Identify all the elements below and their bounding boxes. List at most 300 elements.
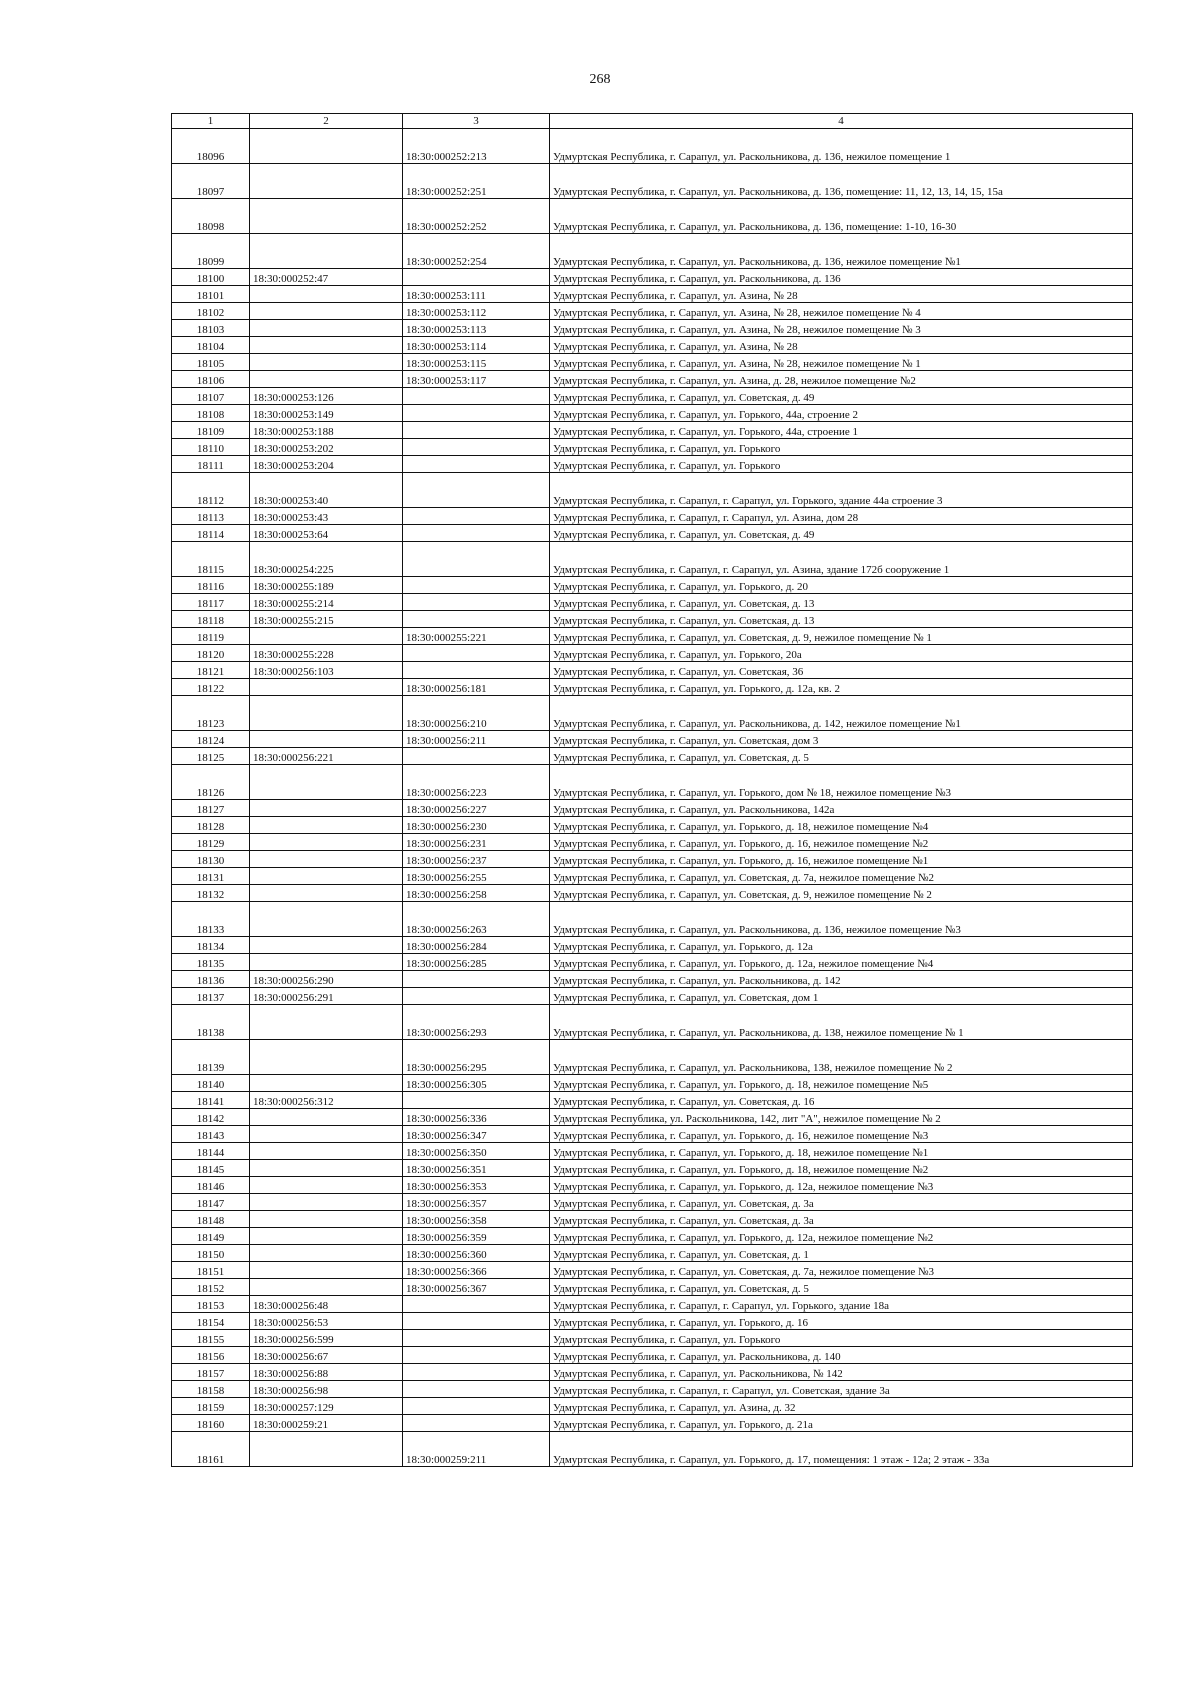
row-number-cell: 18104: [172, 337, 250, 354]
premises-cadastral-cell: [403, 1398, 550, 1415]
cadastral-number-cell: [250, 320, 403, 337]
premises-cadastral-cell: 18:30:000256:284: [403, 937, 550, 954]
address-cell: Удмуртская Республика, г. Сарапул, ул. Раскольникова, д. 142: [550, 971, 1133, 988]
premises-cadastral-cell: [403, 542, 550, 577]
address-cell: Удмуртская Республика, г. Сарапул, ул. Советская, д. 16: [550, 1092, 1133, 1109]
premises-cadastral-cell: 18:30:000252:251: [403, 164, 550, 199]
address-cell: Удмуртская Республика, г. Сарапул, ул. Горького: [550, 1330, 1133, 1347]
row-number-cell: 18106: [172, 371, 250, 388]
address-cell: Удмуртская Республика, г. Сарапул, ул. Раскольникова, 142а: [550, 800, 1133, 817]
cadastral-number-cell: [250, 286, 403, 303]
table-row: [172, 1262, 1133, 1279]
row-number-cell: 18151: [172, 1262, 250, 1279]
cadastral-number-cell: 18:30:000256:48: [250, 1296, 403, 1313]
cadastral-number-cell: [250, 817, 403, 834]
cadastral-number-cell: [250, 1075, 403, 1092]
row-number-cell: 18141: [172, 1092, 250, 1109]
row-number-cell: 18109: [172, 422, 250, 439]
cadastral-number-cell: [250, 834, 403, 851]
premises-cadastral-cell: 18:30:000252:254: [403, 234, 550, 269]
premises-cadastral-cell: [403, 1381, 550, 1398]
address-cell: Удмуртская Республика, г. Сарапул, ул. Горького, 44а, строение 2: [550, 405, 1133, 422]
row-number-cell: 18122: [172, 679, 250, 696]
cadastral-number-cell: 18:30:000253:188: [250, 422, 403, 439]
table-row: [172, 800, 1133, 817]
address-cell: Удмуртская Республика, г. Сарапул, ул. Раскольникова, д. 140: [550, 1347, 1133, 1364]
cadastral-number-cell: [250, 1040, 403, 1075]
address-cell: Удмуртская Республика, г. Сарапул, ул. Горького, д. 18, нежилое помещение №1: [550, 1143, 1133, 1160]
address-cell: Удмуртская Республика, г. Сарапул, ул. Горького, д. 12а, нежилое помещение №2: [550, 1228, 1133, 1245]
column-header: 1: [172, 114, 250, 129]
premises-cadastral-cell: [403, 1092, 550, 1109]
table-row: [172, 542, 1133, 577]
table-row: [172, 765, 1133, 800]
premises-cadastral-cell: [403, 611, 550, 628]
cadastral-number-cell: 18:30:000259:21: [250, 1415, 403, 1432]
row-number-cell: 18103: [172, 320, 250, 337]
premises-cadastral-cell: 18:30:000256:255: [403, 868, 550, 885]
premises-cadastral-cell: 18:30:000256:336: [403, 1109, 550, 1126]
table-row: [172, 902, 1133, 937]
row-number-cell: 18136: [172, 971, 250, 988]
cadastral-number-cell: [250, 937, 403, 954]
address-cell: Удмуртская Республика, г. Сарапул, ул. Раскольникова, д. 136, нежилое помещение №1: [550, 234, 1133, 269]
table-row: [172, 748, 1133, 765]
cadastral-number-cell: [250, 1160, 403, 1177]
row-number-cell: 18138: [172, 1005, 250, 1040]
premises-cadastral-cell: [403, 1347, 550, 1364]
premises-cadastral-cell: 18:30:000255:221: [403, 628, 550, 645]
cadastral-number-cell: [250, 628, 403, 645]
cadastral-number-cell: [250, 164, 403, 199]
row-number-cell: 18115: [172, 542, 250, 577]
address-cell: Удмуртская Республика, г. Сарапул, ул. Раскольникова, д. 138, нежилое помещение № 1: [550, 1005, 1133, 1040]
premises-cadastral-cell: [403, 988, 550, 1005]
cadastral-number-cell: [250, 354, 403, 371]
cadastral-number-cell: 18:30:000256:98: [250, 1381, 403, 1398]
premises-cadastral-cell: [403, 1296, 550, 1313]
address-cell: Удмуртская Республика, г. Сарапул, ул. Раскольникова, 138, нежилое помещение № 2: [550, 1040, 1133, 1075]
row-number-cell: 18145: [172, 1160, 250, 1177]
row-number-cell: 18137: [172, 988, 250, 1005]
premises-cadastral-cell: [403, 748, 550, 765]
table-row: [172, 508, 1133, 525]
table-row: [172, 269, 1133, 286]
cadastral-number-cell: [250, 199, 403, 234]
premises-cadastral-cell: [403, 645, 550, 662]
table-row: [172, 868, 1133, 885]
address-cell: Удмуртская Республика, г. Сарапул, ул. Раскольникова, д. 136, нежилое помещение 1: [550, 129, 1133, 164]
table-row: [172, 1364, 1133, 1381]
premises-cadastral-cell: [403, 508, 550, 525]
row-number-cell: 18112: [172, 473, 250, 508]
row-number-cell: 18120: [172, 645, 250, 662]
cadastral-number-cell: 18:30:000253:40: [250, 473, 403, 508]
address-cell: Удмуртская Республика, г. Сарапул, ул. Горького, дом № 18, нежилое помещение №3: [550, 765, 1133, 800]
cadastral-number-cell: 18:30:000257:129: [250, 1398, 403, 1415]
address-cell: Удмуртская Республика, г. Сарапул, ул. Раскольникова, д. 136, помещение: 11, 12, 13, 14, 15, 15а: [550, 164, 1133, 199]
premises-cadastral-cell: [403, 662, 550, 679]
premises-cadastral-cell: 18:30:000256:305: [403, 1075, 550, 1092]
premises-cadastral-cell: [403, 1415, 550, 1432]
address-cell: Удмуртская Республика, г. Сарапул, г. Сарапул, ул. Горького, здание 44а строение 3: [550, 473, 1133, 508]
premises-cadastral-cell: 18:30:000259:211: [403, 1432, 550, 1467]
table-row: [172, 954, 1133, 971]
address-cell: Удмуртская Республика, г. Сарапул, ул. Советская, дом 1: [550, 988, 1133, 1005]
column-header: 3: [403, 114, 550, 129]
premises-cadastral-cell: [403, 1330, 550, 1347]
premises-cadastral-cell: 18:30:000256:366: [403, 1262, 550, 1279]
row-number-cell: 18154: [172, 1313, 250, 1330]
table-row: [172, 988, 1133, 1005]
premises-cadastral-cell: 18:30:000256:285: [403, 954, 550, 971]
premises-cadastral-cell: 18:30:000256:211: [403, 731, 550, 748]
address-cell: Удмуртская Республика, г. Сарапул, ул. Советская, д. 49: [550, 388, 1133, 405]
address-cell: Удмуртская Республика, г. Сарапул, ул. Советская, д. 7а, нежилое помещение №3: [550, 1262, 1133, 1279]
address-cell: Удмуртская Республика, г. Сарапул, ул. Горького: [550, 456, 1133, 473]
premises-cadastral-cell: 18:30:000256:231: [403, 834, 550, 851]
premises-cadastral-cell: 18:30:000256:223: [403, 765, 550, 800]
table-row: [172, 1075, 1133, 1092]
table-row: [172, 1228, 1133, 1245]
address-cell: Удмуртская Республика, г. Сарапул, г. Сарапул, ул. Горького, здание 18а: [550, 1296, 1133, 1313]
table-row: [172, 1160, 1133, 1177]
cadastral-number-cell: [250, 731, 403, 748]
address-cell: Удмуртская Республика, г. Сарапул, ул. Советская, д. 1: [550, 1245, 1133, 1262]
premises-cadastral-cell: [403, 1364, 550, 1381]
row-number-cell: 18107: [172, 388, 250, 405]
address-cell: Удмуртская Республика, г. Сарапул, ул. Горького, д. 20: [550, 577, 1133, 594]
cadastral-number-cell: [250, 1228, 403, 1245]
cadastral-number-cell: 18:30:000255:228: [250, 645, 403, 662]
table-row: [172, 1296, 1133, 1313]
column-header: 2: [250, 114, 403, 129]
table-row: [172, 456, 1133, 473]
table-row: [172, 234, 1133, 269]
cadastral-number-cell: 18:30:000256:290: [250, 971, 403, 988]
premises-cadastral-cell: 18:30:000256:359: [403, 1228, 550, 1245]
address-cell: Удмуртская Республика, г. Сарапул, ул. Горького, д. 18, нежилое помещение №2: [550, 1160, 1133, 1177]
table-row: [172, 1432, 1133, 1467]
table-row: [172, 885, 1133, 902]
table-row: [172, 1381, 1133, 1398]
cadastral-number-cell: 18:30:000255:189: [250, 577, 403, 594]
premises-cadastral-cell: 18:30:000256:293: [403, 1005, 550, 1040]
address-cell: Удмуртская Республика, г. Сарапул, ул. Азина, № 28, нежилое помещение № 1: [550, 354, 1133, 371]
table-body: [172, 129, 1133, 1467]
premises-cadastral-cell: 18:30:000256:367: [403, 1279, 550, 1296]
header-row: [172, 114, 1133, 129]
address-cell: Удмуртская Республика, г. Сарапул, ул. Горького, 20а: [550, 645, 1133, 662]
address-cell: Удмуртская Республика, г. Сарапул, ул. Азина, № 28: [550, 286, 1133, 303]
premises-cadastral-cell: [403, 422, 550, 439]
row-number-cell: 18125: [172, 748, 250, 765]
address-cell: Удмуртская Республика, г. Сарапул, ул. Горького, д. 16, нежилое помещение №1: [550, 851, 1133, 868]
cadastral-number-cell: 18:30:000256:103: [250, 662, 403, 679]
row-number-cell: 18098: [172, 199, 250, 234]
row-number-cell: 18096: [172, 129, 250, 164]
address-cell: Удмуртская Республика, г. Сарапул, ул. Раскольникова, д. 142, нежилое помещение №1: [550, 696, 1133, 731]
row-number-cell: 18114: [172, 525, 250, 542]
cadastral-number-cell: [250, 679, 403, 696]
premises-cadastral-cell: 18:30:000253:114: [403, 337, 550, 354]
premises-cadastral-cell: 18:30:000252:252: [403, 199, 550, 234]
cadastral-number-cell: [250, 1245, 403, 1262]
cadastral-number-cell: 18:30:000256:599: [250, 1330, 403, 1347]
table-row: [172, 628, 1133, 645]
table-row: [172, 164, 1133, 199]
premises-cadastral-cell: 18:30:000256:181: [403, 679, 550, 696]
cadastral-number-cell: 18:30:000253:64: [250, 525, 403, 542]
premises-cadastral-cell: 18:30:000256:237: [403, 851, 550, 868]
premises-cadastral-cell: [403, 456, 550, 473]
address-cell: Удмуртская Республика, г. Сарапул, ул. Советская, д. 9, нежилое помещение № 2: [550, 885, 1133, 902]
premises-cadastral-cell: 18:30:000256:258: [403, 885, 550, 902]
cadastral-number-cell: [250, 868, 403, 885]
row-number-cell: 18124: [172, 731, 250, 748]
premises-cadastral-cell: 18:30:000256:230: [403, 817, 550, 834]
address-cell: Удмуртская Республика, г. Сарапул, ул. Раскольникова, д. 136, помещение: 1-10, 16-30: [550, 199, 1133, 234]
premises-cadastral-cell: [403, 439, 550, 456]
row-number-cell: 18130: [172, 851, 250, 868]
registry-table: [171, 113, 1133, 1467]
premises-cadastral-cell: 18:30:000253:113: [403, 320, 550, 337]
table-row: [172, 1211, 1133, 1228]
address-cell: Удмуртская Республика, ул. Раскольникова, 142, лит "А", нежилое помещение № 2: [550, 1109, 1133, 1126]
table-row: [172, 851, 1133, 868]
row-number-cell: 18123: [172, 696, 250, 731]
row-number-cell: 18105: [172, 354, 250, 371]
cadastral-number-cell: 18:30:000256:291: [250, 988, 403, 1005]
address-cell: Удмуртская Республика, г. Сарапул, ул. Азина, д. 28, нежилое помещение №2: [550, 371, 1133, 388]
address-cell: Удмуртская Республика, г. Сарапул, ул. Азина, д. 32: [550, 1398, 1133, 1415]
address-cell: Удмуртская Республика, г. Сарапул, г. Сарапул, ул. Азина, дом 28: [550, 508, 1133, 525]
premises-cadastral-cell: 18:30:000253:117: [403, 371, 550, 388]
table-row: [172, 696, 1133, 731]
premises-cadastral-cell: [403, 594, 550, 611]
cadastral-number-cell: [250, 234, 403, 269]
table-row: [172, 1347, 1133, 1364]
cadastral-number-cell: [250, 337, 403, 354]
table-row: [172, 662, 1133, 679]
address-cell: Удмуртская Республика, г. Сарапул, ул. Раскольникова, № 142: [550, 1364, 1133, 1381]
row-number-cell: 18152: [172, 1279, 250, 1296]
row-number-cell: 18131: [172, 868, 250, 885]
address-cell: Удмуртская Республика, г. Сарапул, ул. Горького, д. 16: [550, 1313, 1133, 1330]
address-cell: Удмуртская Республика, г. Сарапул, ул. Азина, № 28, нежилое помещение № 4: [550, 303, 1133, 320]
premises-cadastral-cell: [403, 388, 550, 405]
row-number-cell: 18149: [172, 1228, 250, 1245]
row-number-cell: 18097: [172, 164, 250, 199]
premises-cadastral-cell: 18:30:000256:360: [403, 1245, 550, 1262]
row-number-cell: 18158: [172, 1381, 250, 1398]
row-number-cell: 18135: [172, 954, 250, 971]
cadastral-number-cell: [250, 1262, 403, 1279]
table-row: [172, 1177, 1133, 1194]
table-row: [172, 594, 1133, 611]
cadastral-number-cell: [250, 696, 403, 731]
table-row: [172, 1415, 1133, 1432]
premises-cadastral-cell: 18:30:000253:115: [403, 354, 550, 371]
cadastral-number-cell: [250, 765, 403, 800]
address-cell: Удмуртская Республика, г. Сарапул, ул. Горького, 44а, строение 1: [550, 422, 1133, 439]
cadastral-number-cell: 18:30:000255:215: [250, 611, 403, 628]
premises-cadastral-cell: 18:30:000256:353: [403, 1177, 550, 1194]
row-number-cell: 18099: [172, 234, 250, 269]
table-row: [172, 422, 1133, 439]
row-number-cell: 18132: [172, 885, 250, 902]
table-row: [172, 1245, 1133, 1262]
row-number-cell: 18160: [172, 1415, 250, 1432]
address-cell: Удмуртская Республика, г. Сарапул, ул. Горького, д. 18, нежилое помещение №4: [550, 817, 1133, 834]
cadastral-number-cell: [250, 1279, 403, 1296]
table-row: [172, 1194, 1133, 1211]
address-cell: Удмуртская Республика, г. Сарапул, ул. Раскольникова, д. 136, нежилое помещение №3: [550, 902, 1133, 937]
cadastral-number-cell: 18:30:000256:53: [250, 1313, 403, 1330]
premises-cadastral-cell: 18:30:000256:347: [403, 1126, 550, 1143]
row-number-cell: 18117: [172, 594, 250, 611]
table-row: [172, 1109, 1133, 1126]
row-number-cell: 18113: [172, 508, 250, 525]
cadastral-number-cell: [250, 800, 403, 817]
table-row: [172, 1330, 1133, 1347]
row-number-cell: 18157: [172, 1364, 250, 1381]
cadastral-number-cell: [250, 902, 403, 937]
row-number-cell: 18129: [172, 834, 250, 851]
table-row: [172, 320, 1133, 337]
cadastral-number-cell: [250, 885, 403, 902]
cadastral-number-cell: [250, 1109, 403, 1126]
row-number-cell: 18121: [172, 662, 250, 679]
row-number-cell: 18159: [172, 1398, 250, 1415]
address-cell: Удмуртская Республика, г. Сарапул, ул. Советская, д. 13: [550, 594, 1133, 611]
cadastral-number-cell: 18:30:000256:221: [250, 748, 403, 765]
address-cell: Удмуртская Республика, г. Сарапул, ул. Азина, № 28, нежилое помещение № 3: [550, 320, 1133, 337]
table-row: [172, 303, 1133, 320]
table-row: [172, 525, 1133, 542]
table-row: [172, 817, 1133, 834]
premises-cadastral-cell: 18:30:000256:357: [403, 1194, 550, 1211]
row-number-cell: 18126: [172, 765, 250, 800]
row-number-cell: 18139: [172, 1040, 250, 1075]
cadastral-number-cell: [250, 851, 403, 868]
address-cell: Удмуртская Республика, г. Сарапул, ул. Горького, д. 12а, нежилое помещение №4: [550, 954, 1133, 971]
table-row: [172, 1092, 1133, 1109]
row-number-cell: 18133: [172, 902, 250, 937]
premises-cadastral-cell: 18:30:000256:263: [403, 902, 550, 937]
row-number-cell: 18134: [172, 937, 250, 954]
address-cell: Удмуртская Республика, г. Сарапул, ул. Горького, д. 16, нежилое помещение №3: [550, 1126, 1133, 1143]
row-number-cell: 18118: [172, 611, 250, 628]
table-row: [172, 611, 1133, 628]
table-row: [172, 337, 1133, 354]
cadastral-number-cell: [250, 1177, 403, 1194]
table-row: [172, 388, 1133, 405]
cadastral-number-cell: [250, 371, 403, 388]
table-row: [172, 645, 1133, 662]
cadastral-number-cell: 18:30:000253:204: [250, 456, 403, 473]
cadastral-number-cell: 18:30:000255:214: [250, 594, 403, 611]
cadastral-number-cell: 18:30:000252:47: [250, 269, 403, 286]
cadastral-number-cell: 18:30:000256:67: [250, 1347, 403, 1364]
premises-cadastral-cell: 18:30:000256:358: [403, 1211, 550, 1228]
premises-cadastral-cell: [403, 525, 550, 542]
address-cell: Удмуртская Республика, г. Сарапул, ул. Горького: [550, 439, 1133, 456]
column-header: 4: [550, 114, 1133, 129]
table-row: [172, 439, 1133, 456]
table-row: [172, 1126, 1133, 1143]
table-row: [172, 1005, 1133, 1040]
row-number-cell: 18144: [172, 1143, 250, 1160]
premises-cadastral-cell: 18:30:000253:111: [403, 286, 550, 303]
premises-cadastral-cell: [403, 405, 550, 422]
table-row: [172, 731, 1133, 748]
row-number-cell: 18146: [172, 1177, 250, 1194]
address-cell: Удмуртская Республика, г. Сарапул, ул. Советская, д. 9, нежилое помещение № 1: [550, 628, 1133, 645]
table-row: [172, 286, 1133, 303]
address-cell: Удмуртская Республика, г. Сарапул, г. Сарапул, ул. Советская, здание 3а: [550, 1381, 1133, 1398]
address-cell: Удмуртская Республика, г. Сарапул, ул. Советская, д. 13: [550, 611, 1133, 628]
address-cell: Удмуртская Республика, г. Сарапул, г. Сарапул, ул. Азина, здание 172б сооружение 1: [550, 542, 1133, 577]
address-cell: Удмуртская Республика, г. Сарапул, ул. Горького, д. 17, помещения: 1 этаж - 12а; 2 этаж - 33а: [550, 1432, 1133, 1467]
row-number-cell: 18110: [172, 439, 250, 456]
row-number-cell: 18140: [172, 1075, 250, 1092]
row-number-cell: 18116: [172, 577, 250, 594]
address-cell: Удмуртская Республика, г. Сарапул, ул. Раскольникова, д. 136: [550, 269, 1133, 286]
address-cell: Удмуртская Республика, г. Сарапул, ул. Советская, д. 7а, нежилое помещение №2: [550, 868, 1133, 885]
premises-cadastral-cell: [403, 473, 550, 508]
table-row: [172, 371, 1133, 388]
premises-cadastral-cell: 18:30:000256:295: [403, 1040, 550, 1075]
premises-cadastral-cell: 18:30:000256:350: [403, 1143, 550, 1160]
address-cell: Удмуртская Республика, г. Сарапул, ул. Горького, д. 21а: [550, 1415, 1133, 1432]
row-number-cell: 18155: [172, 1330, 250, 1347]
address-cell: Удмуртская Республика, г. Сарапул, ул. Советская, д. 5: [550, 748, 1133, 765]
table-row: [172, 129, 1133, 164]
premises-cadastral-cell: 18:30:000252:213: [403, 129, 550, 164]
row-number-cell: 18143: [172, 1126, 250, 1143]
table-row: [172, 354, 1133, 371]
address-cell: Удмуртская Республика, г. Сарапул, ул. Советская, 36: [550, 662, 1133, 679]
address-cell: Удмуртская Республика, г. Сарапул, ул. Советская, д. 49: [550, 525, 1133, 542]
row-number-cell: 18142: [172, 1109, 250, 1126]
cadastral-number-cell: [250, 129, 403, 164]
table-row: [172, 971, 1133, 988]
table-row: [172, 1398, 1133, 1415]
row-number-cell: 18128: [172, 817, 250, 834]
table-row: [172, 1143, 1133, 1160]
cadastral-number-cell: 18:30:000253:43: [250, 508, 403, 525]
address-cell: Удмуртская Республика, г. Сарапул, ул. Советская, дом 3: [550, 731, 1133, 748]
cadastral-number-cell: [250, 954, 403, 971]
row-number-cell: 18127: [172, 800, 250, 817]
premises-cadastral-cell: [403, 971, 550, 988]
cadastral-number-cell: 18:30:000253:126: [250, 388, 403, 405]
premises-cadastral-cell: 18:30:000256:351: [403, 1160, 550, 1177]
address-cell: Удмуртская Республика, г. Сарапул, ул. Советская, д. 5: [550, 1279, 1133, 1296]
premises-cadastral-cell: [403, 1313, 550, 1330]
table-row: [172, 405, 1133, 422]
table-row: [172, 199, 1133, 234]
row-number-cell: 18156: [172, 1347, 250, 1364]
cadastral-number-cell: 18:30:000253:149: [250, 405, 403, 422]
row-number-cell: 18119: [172, 628, 250, 645]
premises-cadastral-cell: [403, 577, 550, 594]
address-cell: Удмуртская Республика, г. Сарапул, ул. Азина, № 28: [550, 337, 1133, 354]
table-row: [172, 679, 1133, 696]
row-number-cell: 18147: [172, 1194, 250, 1211]
row-number-cell: 18100: [172, 269, 250, 286]
